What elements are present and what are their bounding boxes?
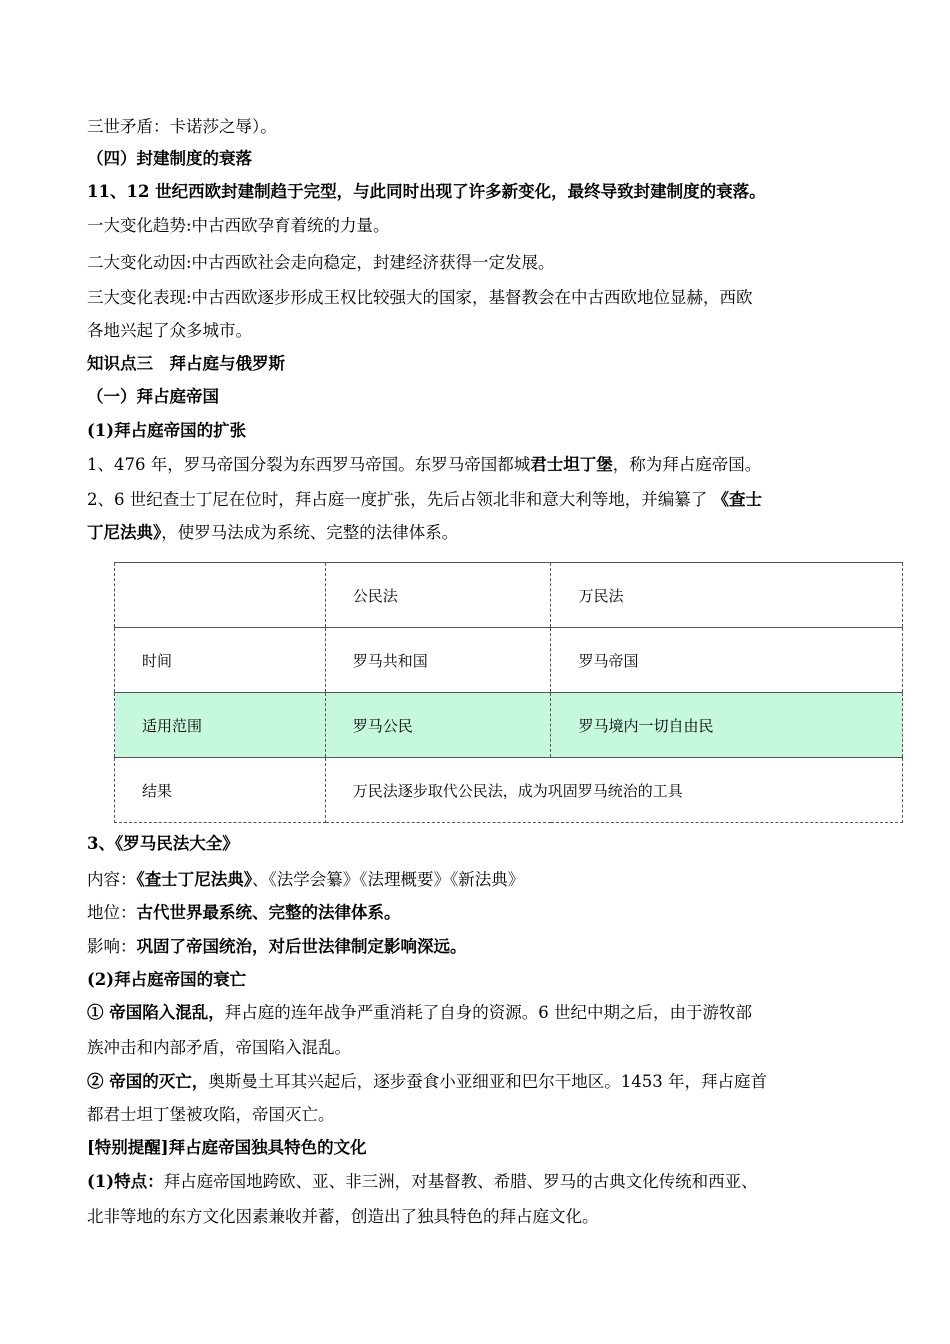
text-line: 都君士坦丁堡被攻陷，帝国灭亡。 (87, 1105, 335, 1124)
table-cell: 时间 (115, 628, 326, 693)
special-note-heading: [特别提醒]拜占庭帝国独具特色的文化 (87, 1138, 367, 1157)
bold-run: ① 帝国陷入混乱， (87, 1003, 225, 1022)
subsection-heading-expansion: (1)拜占庭帝国的扩张 (87, 421, 247, 440)
table-cell: 罗马境内一切自由民 (551, 693, 903, 758)
bold-run: 《查士 (712, 490, 762, 509)
bold-run: (1)特点： (87, 1172, 164, 1191)
text-line: 一大变化趋势:中古西欧孕育着统的力量。 (87, 216, 390, 235)
text-run: 、《法学会纂》《法理概要》《新法典》 (252, 870, 525, 889)
subsection-heading-corpus: 3、《罗马民法大全》 (87, 834, 239, 853)
bold-run: 古代世界最系统、完整的法律体系。 (136, 903, 401, 922)
comparison-table (114, 562, 903, 823)
feature-line (87, 1171, 758, 1193)
text-run: ，称为拜占庭帝国。 (612, 455, 762, 474)
impact-line (87, 936, 467, 958)
decline-point-1 (87, 1002, 752, 1024)
text-line: 族冲击和内部矛盾，帝国陷入混乱。 (87, 1038, 351, 1057)
label: 影响： (87, 937, 137, 956)
subsection-heading-decline: (2)拜占庭帝国的衰亡 (87, 970, 247, 989)
text-line: 三大变化表现:中古西欧逐步形成王权比较强大的国家，基督教会在中古西欧地位显赫，西欧 (87, 288, 753, 307)
bold-run: 丁尼法典》 (87, 523, 162, 542)
label: 内容： (87, 870, 137, 889)
status-line (87, 902, 401, 924)
text-run: 拜占庭的连年战争严重消耗了自身的资源。6 世纪中期之后，由于游牧部 (224, 1003, 752, 1022)
table-cell: 公民法 (325, 563, 551, 628)
paragraph-2 (87, 489, 762, 511)
text-line: 三世矛盾：卡诺莎之辱）。 (87, 117, 277, 136)
text-line: 二大变化动因:中古西欧社会走向稳定，封建经济获得一定发展。 (87, 253, 555, 272)
text-run: 1、476 年，罗马帝国分裂为东西罗马帝国。东罗马帝国都城 (87, 455, 531, 474)
text-run: 2、6 世纪查士丁尼在位时，拜占庭一度扩张，先后占领北非和意大利等地，并编纂了 (87, 490, 708, 509)
bold-run: 巩固了帝国统治，对后世法律制定影响深远。 (136, 937, 467, 956)
text-run: 拜占庭帝国地跨欧、亚、非三洲，对基督教、希腊、罗马的古典文化传统和西亚、 (163, 1172, 758, 1191)
bold-statement: 11、12 世纪西欧封建制趋于完型，与此同时出现了许多新变化，最终导致封建制度的衰落。 (87, 182, 766, 201)
section-heading-one: （一）拜占庭帝国 (87, 387, 219, 406)
table-cell: 结果 (115, 758, 326, 823)
text-run: ，使罗马法成为系统、完整的法律体系。 (161, 523, 459, 542)
table-cell: 万民法逐步取代公民法，成为巩固罗马统治的工具 (325, 758, 902, 823)
table-cell (115, 563, 326, 628)
table-cell: 罗马公民 (325, 693, 551, 758)
bold-run: ② 帝国的灭亡， (87, 1072, 209, 1091)
text-line: 北非等地的东方文化因素兼收并蓄，创造出了独具特色的拜占庭文化。 (87, 1207, 599, 1226)
table-row-highlighted (115, 693, 903, 758)
content-line (87, 869, 524, 891)
paragraph-1 (87, 454, 761, 476)
table-cell: 万民法 (551, 563, 903, 628)
text-line: 各地兴起了众多城市。 (87, 321, 252, 340)
table-row (115, 758, 903, 823)
table-cell: 适用范围 (115, 693, 326, 758)
bold-run: 君士坦丁堡 (530, 455, 613, 474)
table-cell: 罗马帝国 (551, 628, 903, 693)
text-run: 奥斯曼土耳其兴起后，逐步蚕食小亚细亚和巴尔干地区。1453 年，拜占庭首 (208, 1072, 767, 1091)
table-row (115, 628, 903, 693)
table-header-row (115, 563, 903, 628)
label: 地位： (87, 903, 137, 922)
bold-run: 《查士丁尼法典》 (136, 870, 252, 889)
paragraph-2-cont (87, 522, 458, 544)
decline-point-2 (87, 1071, 767, 1093)
section-heading-four: （四）封建制度的衰落 (87, 149, 252, 168)
table-cell: 罗马共和国 (325, 628, 551, 693)
knowledge-point-heading: 知识点三 拜占庭与俄罗斯 (87, 354, 285, 373)
